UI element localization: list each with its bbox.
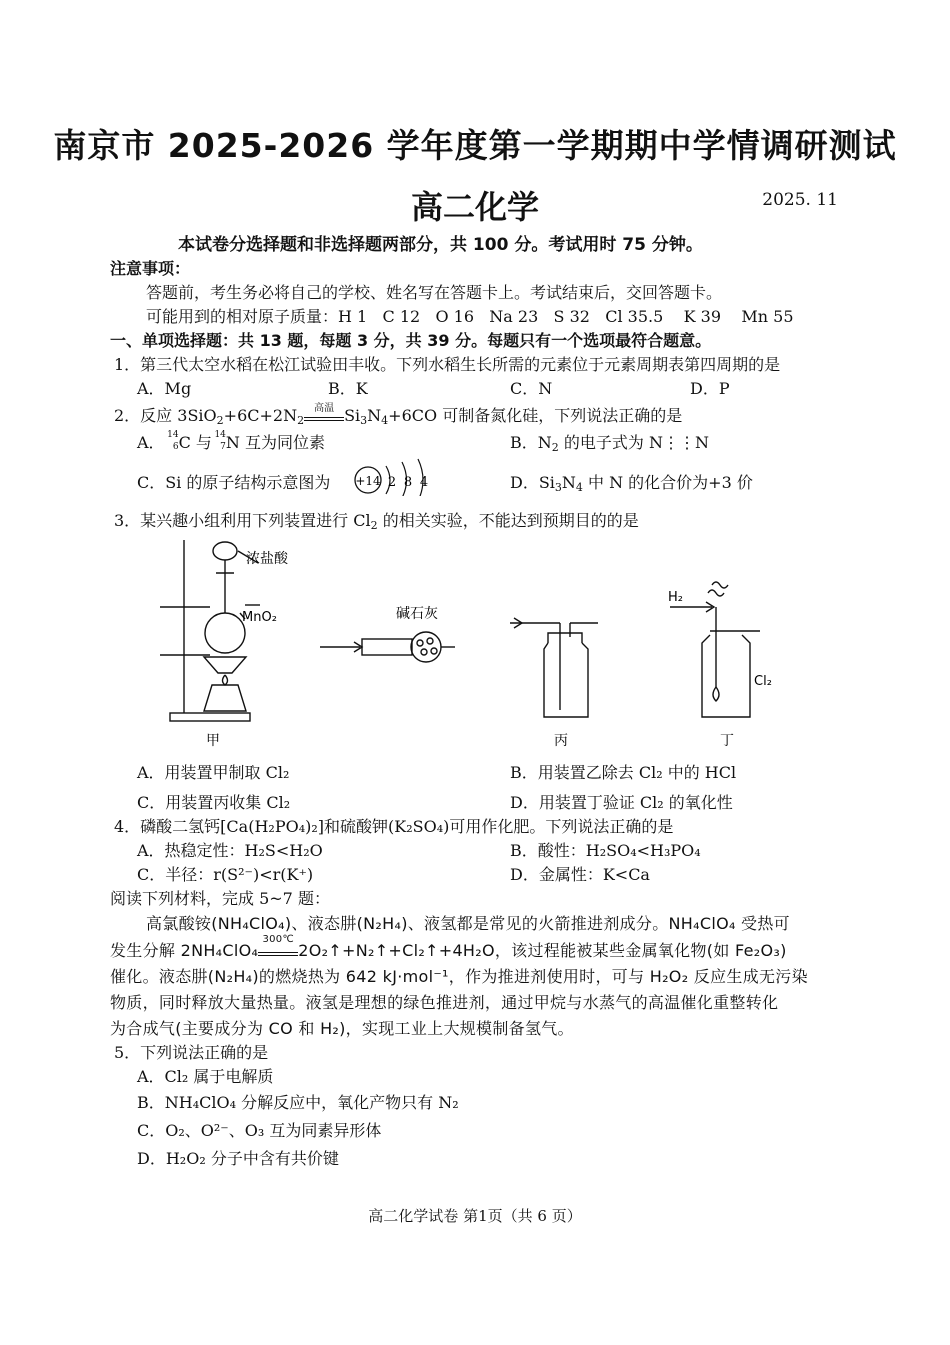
- reading-line-5: 为合成气(主要成分为 CO 和 H₂)，实现工业上大规模制备氢气。: [110, 1019, 574, 1038]
- smoke: [712, 582, 728, 588]
- q3-option-b: B．用装置乙除去 Cl₂ 中的 HCl: [510, 763, 737, 782]
- apparatus-bing: [510, 618, 598, 717]
- q4-option-d: D．金属性：K<Ca: [510, 865, 650, 884]
- gas-bottle: [702, 635, 750, 717]
- sub: 2: [216, 414, 224, 427]
- sub: 3: [360, 414, 368, 427]
- apparatus-yi: [320, 632, 455, 662]
- gauze: [204, 657, 246, 673]
- shell-electrons-1: 2: [387, 475, 397, 490]
- mass-o: O 16: [435, 307, 475, 326]
- isotope-notation: [165, 430, 179, 452]
- page-footer: 高二化学试卷 第1页（共 6 页）: [368, 1207, 582, 1225]
- apparatus-ding: [670, 582, 760, 717]
- alcohol-lamp: [204, 685, 246, 711]
- shell-electrons-2: 8: [403, 475, 413, 490]
- q3-stem: [114, 508, 639, 531]
- q2-condition: [304, 403, 344, 421]
- reading-line-2: [110, 934, 787, 961]
- atomic-masses: [146, 304, 794, 327]
- stem-text: 的相关实验，不能达到预期目的的是: [377, 511, 639, 530]
- q5-option-c: C．O₂、O²⁻、O₃ 互为同素异形体: [137, 1121, 382, 1140]
- smoke: [708, 590, 724, 596]
- funnel-bulb: [213, 542, 237, 560]
- sub: 2: [551, 441, 559, 454]
- equals-sign: [258, 952, 298, 956]
- q1-option-c: C．N: [510, 379, 553, 398]
- apparatus-jia: [160, 540, 260, 721]
- equals-sign: [304, 417, 344, 421]
- label-h2: H₂: [668, 590, 683, 605]
- label-mno2: MnO₂: [242, 610, 277, 625]
- q3-option-d: D．用装置丁验证 Cl₂ 的氧化性: [510, 793, 733, 812]
- gas-bottle: [544, 643, 588, 717]
- label-bing: 丙: [554, 733, 568, 749]
- mass-na: Na 23: [489, 307, 539, 326]
- nucleus-charge: +14: [355, 474, 381, 488]
- granule: [421, 649, 427, 655]
- mass-c: C 12: [382, 307, 421, 326]
- q5-option-b: B．NH₄ClO₄ 分解反应中，氧化产物只有 N₂: [137, 1093, 459, 1112]
- option-text: N 互为同位素: [225, 433, 325, 452]
- section1-heading: 一、单项选择题：共 13 题，每题 3 分，共 39 分。每题只有一个选项最符合题意。: [110, 331, 712, 350]
- granule: [417, 640, 423, 646]
- q2-stem-part: Si: [344, 406, 361, 425]
- sub: 3: [554, 481, 562, 494]
- option-text: 的电子式为 N⋮⋮N: [558, 433, 709, 452]
- label-ding: 丁: [720, 733, 734, 749]
- q2-option-c: [137, 470, 330, 493]
- q4-option-b: B．酸性：H₂SO₄<H₃PO₄: [510, 841, 701, 860]
- q1-option-b: B．K: [328, 379, 368, 398]
- q5-stem: 5．下列说法正确的是: [114, 1043, 269, 1062]
- mass-s: S 32: [553, 307, 590, 326]
- sub: 2: [370, 519, 378, 532]
- mass-cl: Cl 35.5: [605, 307, 664, 326]
- line-text: 2O₂↑+N₂↑+Cl₂↑+4H₂O，该过程能被某些金属氧化物(如 Fe₂O₃): [298, 941, 787, 960]
- q5-option-a: A．Cl₂ 属于电解质: [137, 1067, 274, 1086]
- q3-apparatus-figure: [150, 535, 800, 750]
- shell-electrons-3: 4: [419, 475, 429, 490]
- notes-heading: 注意事项：: [110, 259, 191, 278]
- exam-date: 2025. 11: [762, 190, 838, 210]
- stand-base: [170, 713, 250, 721]
- reading-line-1: 高氯酸铵(NH₄ClO₄)、液态肼(N₂H₄)、液氢都是常见的火箭推进剂成分。NH₄ClO₄ 受热可: [146, 914, 790, 933]
- atomic-number: 7: [220, 442, 226, 452]
- notes-line1: 答题前，考生务必将自己的学校、姓名写在答题卡上。考试结束后，交回答题卡。: [146, 283, 723, 302]
- label-soda-lime: 碱石灰: [396, 606, 438, 622]
- bottle-neck: [548, 633, 582, 643]
- h2-flame: [713, 687, 719, 701]
- q1-stem: 1．第三代太空水稻在松江试验田丰收。下列水稻生长所需的元素位于元素周期表第四周期的是: [114, 355, 781, 374]
- reading-line-4: 物质，同时释放大量热量。液氢是理想的绿色推进剂，通过甲烷与水蒸气的高温催化重整转化: [110, 993, 779, 1012]
- q3-option-c: C．用装置丙收集 Cl₂: [137, 793, 291, 812]
- mass-number: 14: [214, 430, 226, 440]
- q5-option-d: D．H₂O₂ 分子中含有共价键: [137, 1149, 339, 1168]
- q4-option-c: C．半径：r(S²⁻)<r(K⁺): [137, 865, 314, 884]
- q3-option-a: A．用装置甲制取 Cl₂: [137, 763, 290, 782]
- reading-intro: 阅读下列材料，完成 5~7 题：: [110, 889, 330, 908]
- drying-bulb: [411, 632, 441, 662]
- option-text: C 与: [178, 433, 212, 452]
- q2-stem-part: +6CO 可制备氮化硅，下列说法正确的是: [388, 406, 683, 425]
- q1-option-a: A．Mg: [137, 379, 192, 398]
- reading-line-3: 催化。液态肼(N₂H₄)的燃烧热为 642 kJ·mol⁻¹，作为推进剂使用时，可与 H₂O₂ 反应生成无污染: [110, 967, 808, 986]
- reaction-condition: [258, 934, 298, 956]
- option-text: B．N: [510, 433, 552, 452]
- si-atom-structure-diagram: [352, 456, 442, 496]
- exam-subject: 高二化学: [410, 188, 539, 226]
- option-text: D．Si: [510, 473, 555, 492]
- exam-title: 南京市 2025-2026 学年度第一学期期中学情调研测试: [53, 126, 897, 165]
- option-text: 中 N 的化合价为+3 价: [582, 473, 753, 492]
- q2-stem-part: +6C+2N: [223, 406, 298, 425]
- flame: [223, 675, 228, 685]
- atomic-number: 6: [172, 442, 179, 452]
- q2-option-a: [137, 430, 325, 453]
- condition-text: 300℃: [262, 934, 294, 945]
- label-cl2: Cl₂: [754, 674, 772, 689]
- option-letter: A．: [137, 433, 165, 452]
- q1-option-d: D．P: [690, 379, 730, 398]
- q2-option-d: D．$Si_3N_4$ 中 N 的化合价为+3 价: [510, 473, 753, 494]
- sub: 4: [575, 481, 583, 494]
- q2-stem: 2．反应 $3SiO_2+6C+2N_2$ 高温 $Si_3N_4+6CO$ 可制备氮化硅，下列说法正确的是: [114, 403, 682, 426]
- label-jia: 甲: [206, 733, 220, 749]
- label-concentrated-hcl: 浓盐酸: [246, 551, 288, 567]
- sub: 4: [381, 414, 389, 427]
- condition-text: 高温: [314, 403, 335, 414]
- q4-stem: 4．磷酸二氢钙[Ca(H₂PO₄)₂]和硫酸钾(K₂SO₄)可用作化肥。下列说法正确的是: [114, 817, 674, 836]
- stem-text: 3．某兴趣小组利用下列装置进行 Cl: [114, 511, 371, 530]
- q2-stem-part: 2．反应 3SiO: [114, 406, 217, 425]
- isotope-notation: [212, 430, 226, 452]
- round-flask: [205, 613, 245, 653]
- mass-h: H 1: [338, 307, 368, 326]
- drying-tube: [362, 639, 412, 655]
- q2-option-b: [510, 430, 709, 453]
- option-text: C．Si 的原子结构示意图为: [137, 473, 331, 492]
- line-text: 发生分解 2NH₄ClO₄: [110, 941, 259, 960]
- granule: [431, 648, 437, 654]
- mass-k: K 39: [683, 307, 722, 326]
- mass-mn: Mn 55: [741, 307, 794, 326]
- sub: 2: [297, 414, 305, 427]
- q4-option-a: A．热稳定性：H₂S<H₂O: [137, 841, 323, 860]
- mass-number: 14: [167, 430, 179, 440]
- masses-label: 可能用到的相对原子质量：: [146, 307, 339, 326]
- exam-intro: 本试卷分选择题和非选择题两部分，共 100 分。考试用时 75 分钟。: [178, 235, 703, 255]
- granule: [427, 638, 433, 644]
